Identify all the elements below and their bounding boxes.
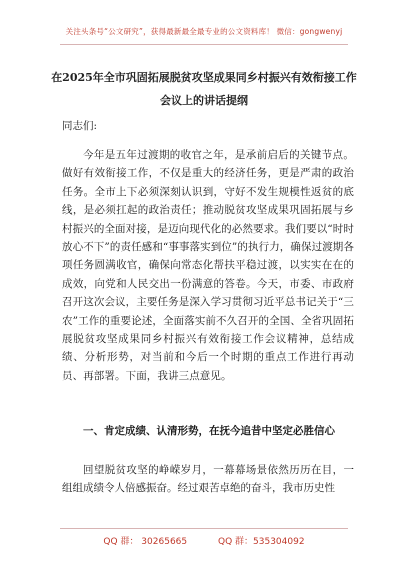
salutation: 同志们:: [62, 120, 98, 132]
footer-qq-group-2: QQ 群：535304092: [218, 537, 305, 547]
body-paragraph-2: 回望脱贫攻坚的峥嵘岁月，一幕幕场景依然历历在目，一组组成绩令人倍感振奋。经过艰苦卓绝的奋斗，我市历史性: [62, 464, 354, 495]
body-paragraph-1: 今年是五年过渡期的收官之年，是承前启后的关键节点。做好有效衔接工作，不仅是重大的经济任务，更是严肃的政治任务。全市上下必须深刻认识到，守好不发生规模性返贫的底线，是必须扛起的政治责任；推动脱贫攻坚成果巩固拓展与乡村振兴的全面对接，是迈向现代化的必然要求。我们要以“时时放心不下”的责任感和“事事落实到位”的执行力，确保过渡期各项任务圆满收官，确保向常态化帮扶平稳过渡，以实实在在的成效，向党和人民交出一份满意的答卷。今天，市委、市政府召开这次会议，主要任务是深入学习贯彻习近平总书记关于“三农”工作的重要论述，全面落实前不久召开的全国、全省巩固拓展脱贫攻坚成果同乡村振兴有效衔接工作会议精神，总结成绩、分析形势，对当前和今后一个时期的重点工作进行再动员、再部署。下面，我讲三点意见。: [62, 149, 355, 382]
footer: [0, 534, 408, 547]
section-heading-1: 一、肯定成绩、认清形势，在抚今追昔中坚定必胜信心: [83, 425, 335, 437]
document-title: 在2025年全市巩固拓展脱贫攻坚成果同乡村振兴有效衔接工作会议上的讲话提纲: [51, 71, 357, 107]
header-banner: 关注头条号“公文研究”，获得最新最全最专业的公文资料库！ 微信：gongwenyj: [65, 27, 343, 36]
footer-divider: [60, 528, 348, 529]
header-divider: [60, 44, 348, 45]
footer-qq-group-1: QQ 群： 30265665: [103, 537, 188, 547]
